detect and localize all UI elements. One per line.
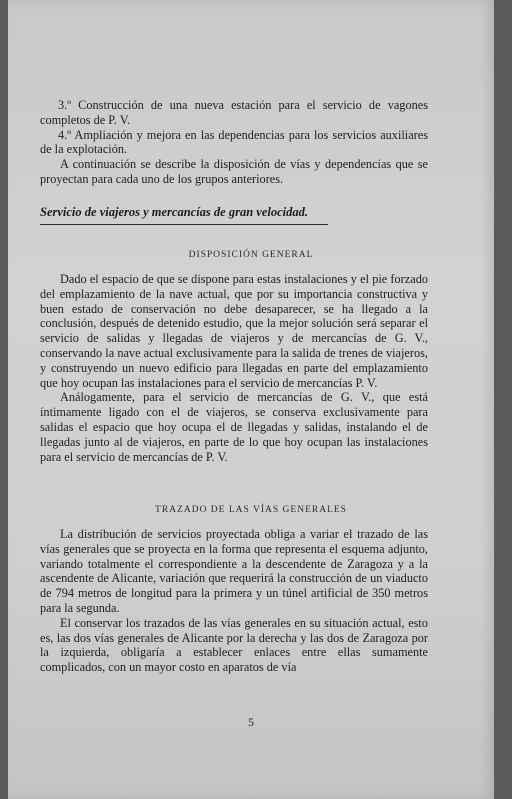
disposicion-paragraph-1: Dado el espacio de que se dispone para estas instalaciones y el pie forzado del emplazamiento de la nave actual, que por su importancia constructiva y buen estado de conservación no debe desaparecer, se ha llegado a la conclusión, después de detenido estudio, que la mejor solución será separar el servicio de salidas y llegadas de viajeros y de mercancías de G. V., conservando la nave actual exclusivamente para la salida de trenes de viajeros, y construyendo un nuevo edificio para llegadas en parte del emplazamiento que hoy ocupan las instalaciones para el servicio de mercancías P. V.	[40, 272, 428, 390]
subsection-title-disposicion: DISPOSICIÓN GENERAL	[188, 250, 314, 260]
trazado-paragraph-1: La distribución de servicios proyectada obliga a variar el trazado de las vías generales que se proyecta en la forma que representa el esquema adjunto, variando totalmente el correspondiente a la descendente de Zaragoza y a la ascendente de Alicante, variación que requerirá la construcción de un viaducto de 794 metros de longitud para la primera y un túnel artificial de 350 metros para la segunda.	[40, 527, 428, 615]
trazado-paragraph-2: El conservar los trazados de las vías generales en su situación actual, esto es, las dos vías generales de Alicante por la derecha y las dos de Zaragoza por la izquierda, obligaría a establecer enlaces entre ellas sumamente complicados, con un mayor costo en aparatos de vía	[40, 615, 428, 675]
trazado-block	[40, 527, 428, 675]
disposicion-block	[40, 272, 428, 464]
disposicion-paragraph-2: Análogamente, para el servicio de mercancías de G. V., que está íntimamente ligado con el de viajeros, se conserva exclusivamente para salidas el espacio que hoy ocupa el de llegadas y salidas, instalando el de llegadas junto al de viajeros, en parte de lo que hoy ocupan las instalaciones para el servicio de mercancías de P. V.	[40, 390, 428, 464]
subsection-title-trazado: TRAZADO DE LAS VÍAS GENERALES	[155, 505, 347, 515]
list-item-4: 4.º Ampliación y mejora en las dependencias para los servicios auxiliares de la explotación.	[40, 127, 428, 157]
section-title: Servicio de viajeros y mercancías de gran velocidad.	[40, 205, 328, 225]
intro-block	[40, 98, 428, 187]
document-page	[8, 0, 494, 799]
list-item-3: 3.º Construcción de una nueva estación para el servicio de vagones completos de P. V.	[40, 98, 428, 127]
page-number: 5	[248, 715, 254, 729]
intro-paragraph: A continuación se describe la disposición de vías y dependencias que se proyectan para cada uno de los grupos anteriores.	[40, 157, 428, 186]
